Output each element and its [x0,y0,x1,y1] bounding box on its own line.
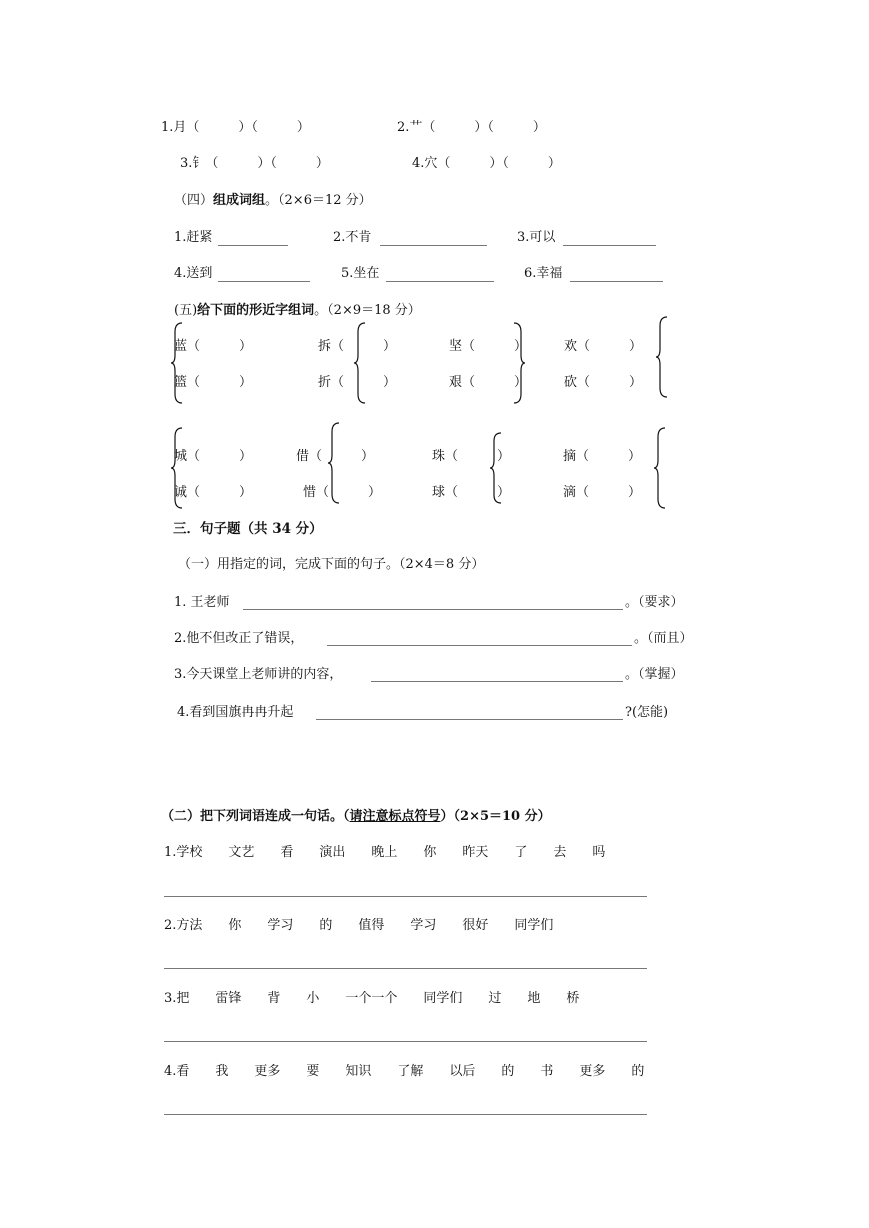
section5-heading: (五)给下面的形近字组词。（2×9＝18 分） [174,303,421,318]
brace-icon [327,422,341,504]
sentence-3-prefix: 3.今天课堂上老师讲的内容， [174,667,343,682]
similar-char-item: 滴（ ） [563,485,642,500]
similar-char-item: 珠（ ） [432,449,511,464]
sub2-heading: （二）把下列词语连成一句话。（请注意标点符号）（2×5＝10 分） [161,809,551,824]
brace-icon [170,427,184,509]
sentence-2-suffix: 。（而且） [634,631,693,646]
answer-line[interactable] [380,245,487,246]
answer-line[interactable] [327,645,632,646]
word-item-5: 5.坐在 [341,266,380,281]
similar-char-item: 城（ ） [174,449,253,464]
answer-line[interactable] [164,968,647,969]
sentence-1-suffix: 。（要求） [625,595,684,610]
answer-line[interactable] [563,245,656,246]
answer-line[interactable] [164,1114,647,1115]
sentence-1-prefix: 1. 王老师 [174,595,230,610]
word-order-question-2: 2.方法 你 学习 的 值得 学习 很好 同学们 [164,918,554,933]
similar-char-item: 艰（ ） [449,375,528,390]
brace-icon [653,427,667,509]
sentence-4-prefix: 4.看到国旗冉冉升起 [177,705,294,720]
word-item-2: 2.不肯 [333,230,372,245]
sentence-4-suffix: ?(怎能) [625,705,669,720]
brace-icon [655,316,669,398]
word-item-3: 3.可以 [517,230,556,245]
word-order-question-1: 1.学校 文艺 看 演出 晚上 你 昨天 了 去 吗 [164,845,606,860]
sentence-3-suffix: 。（掌握） [625,667,684,682]
similar-char-item: 蓝（ ） [174,339,253,354]
answer-line[interactable] [386,281,494,282]
answer-line[interactable] [218,281,310,282]
answer-line[interactable] [316,719,623,720]
brace-icon [489,432,503,504]
section4-heading: （四）组成词组。（2×6＝12 分） [174,193,372,208]
brace-icon [512,322,526,404]
answer-line[interactable] [371,681,623,682]
similar-char-item: 坚（ ） [449,339,528,354]
brace-icon [353,322,367,404]
similar-char-item: 诚（ ） [174,485,253,500]
similar-char-item: 欢（ ） [564,339,643,354]
radical-item-2: 2.艹（ ）（ ） [397,120,546,135]
similar-char-item: 借（ ） [296,449,375,464]
word-item-6: 6.幸福 [524,266,563,281]
answer-line[interactable] [164,1041,647,1042]
similar-char-item: 砍（ ） [564,375,643,390]
brace-icon [170,322,184,404]
similar-char-item: 篮（ ） [174,375,253,390]
word-item-4: 4.送到 [174,266,213,281]
answer-line[interactable] [243,609,623,610]
radical-item-1: 1.月（ ）（ ） [161,120,310,135]
similar-char-item: 摘（ ） [563,449,642,464]
similar-char-item: 惜（ ） [303,485,382,500]
radical-item-4: 4.穴（ ）（ ） [412,156,561,171]
sentence-2-prefix: 2.他不但改正了错误， [174,631,304,646]
word-item-1: 1.赶紧 [174,230,213,245]
similar-char-item: 折（ ） [318,375,397,390]
similar-char-item: 球（ ） [432,485,511,500]
word-order-question-4: 4.看 我 更多 要 知识 了解 以后 的 书 更多 的 [164,1064,645,1079]
radical-item-3: 3.钅（ ）（ ） [180,156,329,171]
word-order-question-3: 3.把 雷锋 背 小 一个一个 同学们 过 地 桥 [164,991,580,1006]
answer-line[interactable] [570,281,663,282]
sub1-heading: （一）用指定的词，完成下面的句子。（2×4＝8 分） [178,557,485,572]
similar-char-item: 拆（ ） [318,339,397,354]
answer-line[interactable] [164,896,647,897]
part3-heading: 三．句子题（共 34 分） [173,521,323,537]
answer-line[interactable] [218,245,288,246]
